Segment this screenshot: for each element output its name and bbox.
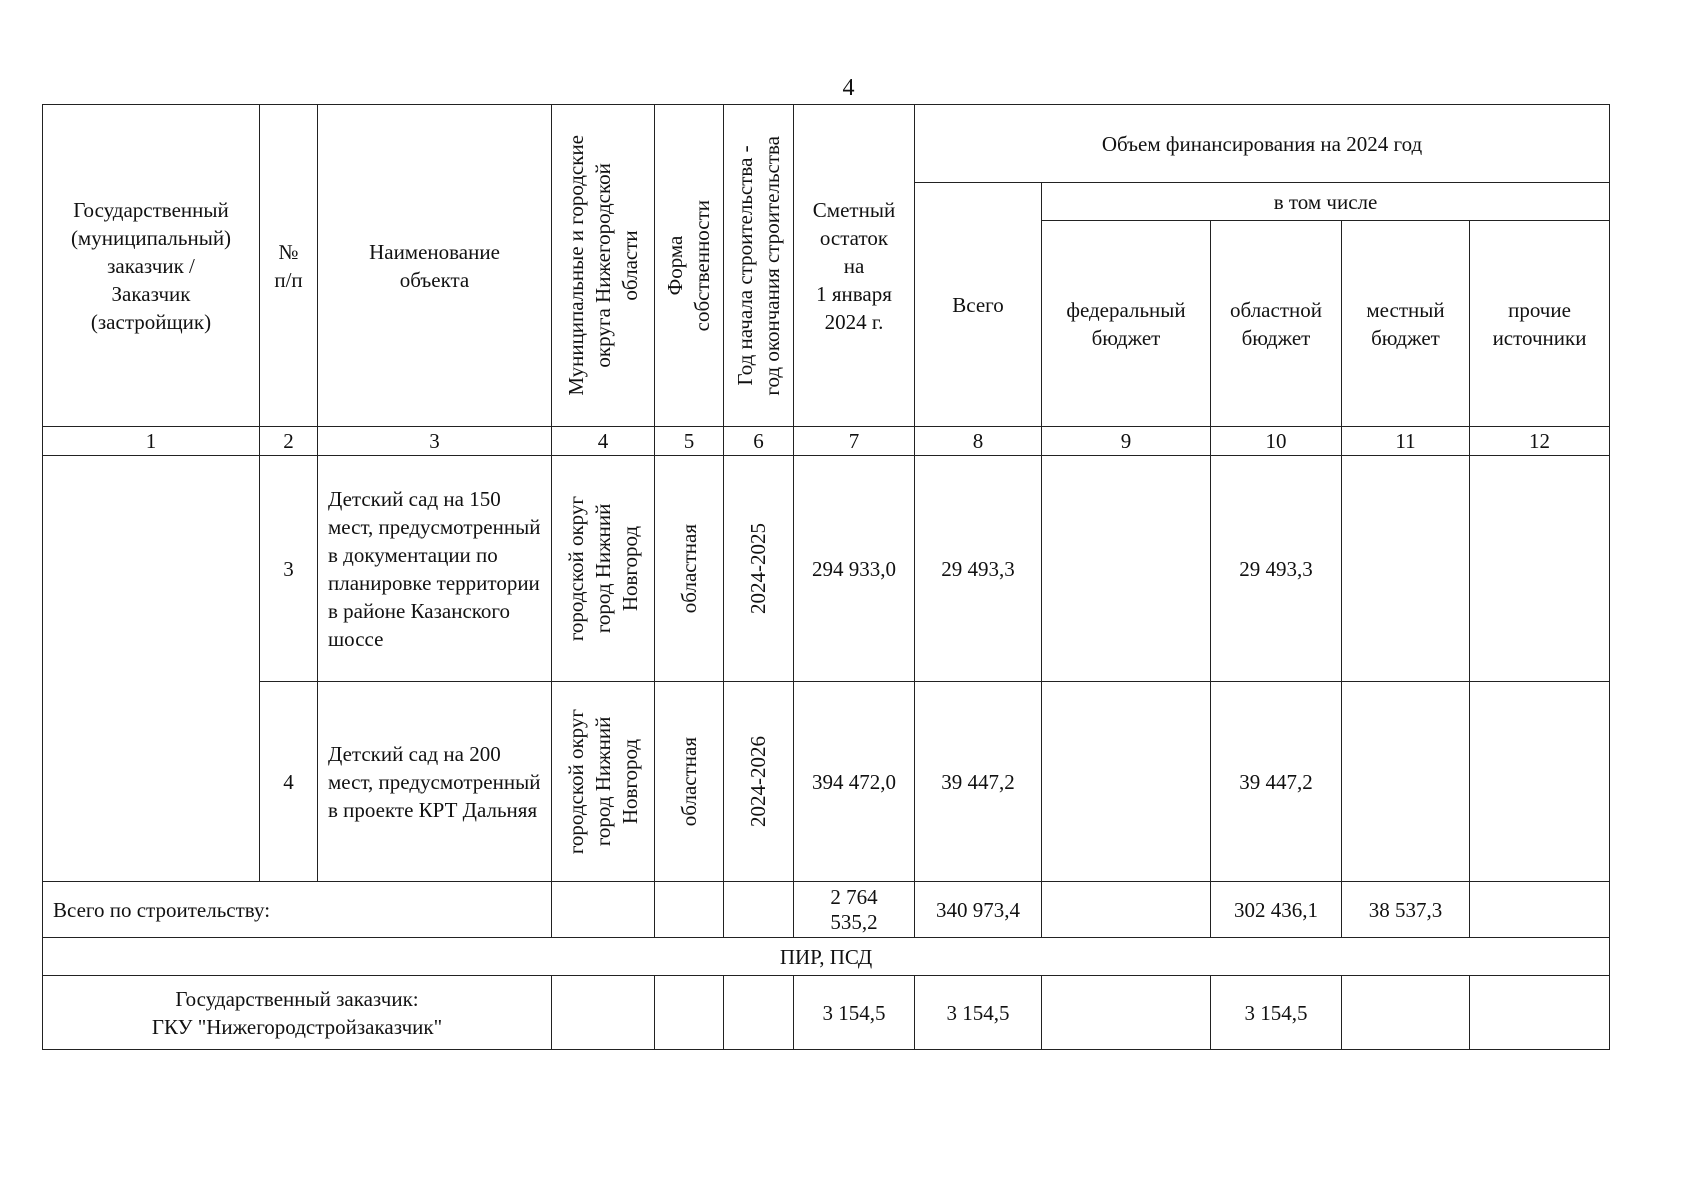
row-number: 3 [260, 456, 318, 682]
years-text: 2024-2026 [746, 736, 770, 827]
header-ownership-text: Форма собственности [663, 199, 714, 332]
empty-cell [724, 976, 794, 1050]
municipality-cell [552, 456, 655, 682]
municipality-text: городской округ город Нижний Новгород [563, 495, 642, 642]
header-federal: федеральный бюджет [1042, 221, 1211, 427]
construction-total-estimate: 2 764 535,2 [794, 882, 915, 938]
table-row [43, 682, 1610, 882]
state-customer-total: 3 154,5 [915, 976, 1042, 1050]
column-number: 7 [794, 427, 915, 456]
header-regional: областной бюджет [1211, 221, 1342, 427]
state-customer-federal [1042, 976, 1211, 1050]
empty-cell [724, 882, 794, 938]
financing-table [42, 104, 1610, 1050]
ownership-text: областная [676, 523, 701, 614]
column-number: 9 [1042, 427, 1211, 456]
header-customer: Государственный (муниципальный) заказчик / Заказчик (застройщик) [43, 105, 260, 427]
years-cell [724, 682, 794, 882]
ownership-cell [655, 456, 724, 682]
construction-total-federal [1042, 882, 1211, 938]
other-value [1470, 682, 1610, 882]
federal-value [1042, 682, 1211, 882]
state-customer-regional: 3 154,5 [1211, 976, 1342, 1050]
municipality-cell [552, 682, 655, 882]
object-name: Детский сад на 150 мест, предусмотренный в документации по планировке территории в районе Казанского шоссе [318, 456, 552, 682]
ownership-text: областная [676, 736, 701, 827]
header-object-name: Наименование объекта [318, 105, 552, 427]
header-estimate-balance: Сметный остаток на 1 января 2024 г. [794, 105, 915, 427]
section-title: ПИР, ПСД [43, 938, 1610, 976]
local-value [1342, 682, 1470, 882]
header-years [724, 105, 794, 427]
customer-cell [43, 456, 260, 882]
column-number: 5 [655, 427, 724, 456]
construction-total-sum: 340 973,4 [915, 882, 1042, 938]
header-row-1 [43, 105, 1610, 183]
ownership-cell [655, 682, 724, 882]
column-number: 8 [915, 427, 1042, 456]
column-number: 6 [724, 427, 794, 456]
object-name: Детский сад на 200 мест, предусмотренный в проекте КРТ Дальняя [318, 682, 552, 882]
construction-total-other [1470, 882, 1610, 938]
header-financing-title: Объем финансирования на 2024 год [915, 105, 1610, 183]
empty-cell [655, 882, 724, 938]
total-value: 29 493,3 [915, 456, 1042, 682]
header-number: № п/п [260, 105, 318, 427]
years-cell [724, 456, 794, 682]
column-number: 2 [260, 427, 318, 456]
construction-total-local: 38 537,3 [1342, 882, 1470, 938]
total-value: 39 447,2 [915, 682, 1042, 882]
estimate-value: 394 472,0 [794, 682, 915, 882]
column-number: 4 [552, 427, 655, 456]
header-ownership [655, 105, 724, 427]
row-number: 4 [260, 682, 318, 882]
header-local: местный бюджет [1342, 221, 1470, 427]
years-text: 2024-2025 [746, 523, 770, 614]
column-number: 10 [1211, 427, 1342, 456]
header-municipality-text: Муниципальные и городские округа Нижегородской области [563, 135, 642, 396]
construction-total-regional: 302 436,1 [1211, 882, 1342, 938]
other-value [1470, 456, 1610, 682]
estimate-value: 294 933,0 [794, 456, 915, 682]
construction-total-row [43, 882, 1610, 938]
state-customer-local [1342, 976, 1470, 1050]
column-number: 12 [1470, 427, 1610, 456]
federal-value [1042, 456, 1211, 682]
section-title-row [43, 938, 1610, 976]
column-number: 1 [43, 427, 260, 456]
state-customer-other [1470, 976, 1610, 1050]
column-number: 11 [1342, 427, 1470, 456]
header-including: в том числе [1042, 183, 1610, 221]
state-customer-estimate: 3 154,5 [794, 976, 915, 1050]
page-number: 4 [842, 75, 855, 101]
column-numbers-row [43, 427, 1610, 456]
regional-value: 29 493,3 [1211, 456, 1342, 682]
empty-cell [655, 976, 724, 1050]
municipality-text: городской округ город Нижний Новгород [563, 708, 642, 855]
construction-total-label: Всего по строительству: [43, 882, 552, 938]
column-number: 3 [318, 427, 552, 456]
local-value [1342, 456, 1470, 682]
header-other: прочие источники [1470, 221, 1610, 427]
state-customer-label: Государственный заказчик: ГКУ "Нижегородстройзаказчик" [43, 976, 552, 1050]
header-total: Всего [915, 183, 1042, 427]
table-row [43, 456, 1610, 682]
empty-cell [552, 882, 655, 938]
state-customer-row [43, 976, 1610, 1050]
empty-cell [552, 976, 655, 1050]
regional-value: 39 447,2 [1211, 682, 1342, 882]
header-municipality [552, 105, 655, 427]
header-years-text: Год начала строительства - год окончания строительства [732, 135, 784, 396]
